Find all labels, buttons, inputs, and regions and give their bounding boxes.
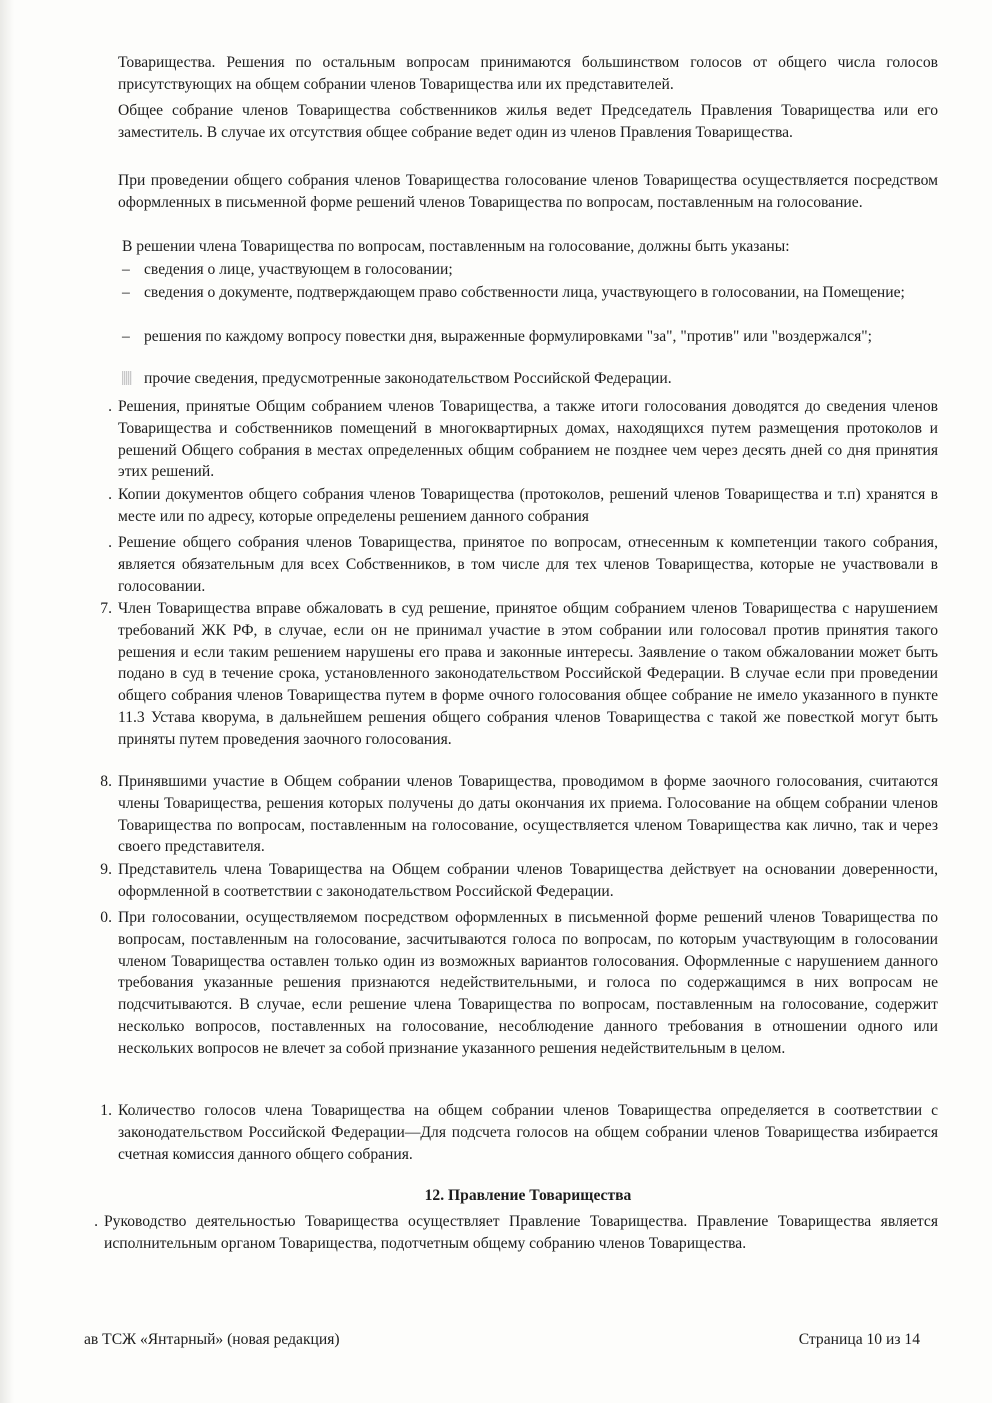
list-item bbox=[122, 282, 938, 304]
numbered-item-text: Копии документов общего собрания членов Товарищества (протоколов, решений членов Товарищества и т.п) хранятся в месте или по адресу, которые определены решением данного собрания bbox=[118, 486, 938, 525]
paragraph-vote: При проведении общего собрания членов Товарищества голосование членов Товарищества осуществляется посредством оформленных в письменной форме решений членов Товарищества по вопросам, поставленным на голосование. bbox=[118, 172, 938, 211]
paragraph-decision-intro: В решении члена Товарищества по вопросам, поставленным на голосование, должны быть указаны: bbox=[122, 238, 790, 255]
item-number: 7. bbox=[100, 600, 112, 617]
list-item bbox=[122, 259, 938, 281]
item-number: . bbox=[108, 486, 112, 503]
dash-marker: – bbox=[122, 328, 130, 345]
section-item-text: Руководство деятельностью Товарищества осуществляет Правление Товарищества. Правление Товарищества является исполнительным органом Товарищества, подотчетным общему собранию членов Товарищества. bbox=[104, 1213, 938, 1252]
scan-edge bbox=[0, 0, 14, 1403]
footer-page-number: Страница 10 из 14 bbox=[798, 1331, 920, 1348]
dash-marker: – bbox=[122, 284, 130, 301]
list-item-text: решения по каждому вопросу повестки дня, выраженные формулировками "за", "против" или "воздержался"; bbox=[144, 328, 872, 345]
paragraph-chair: Общее собрание членов Товарищества собственников жилья ведет Председатель Правления Товарищества или его заместитель. В случае их отсутствия общее собрание ведет один из членов Правления Товарищества. bbox=[118, 102, 938, 141]
scan-artifact-icon bbox=[122, 371, 132, 385]
numbered-item-text: Решение общего собрания членов Товарищества, принятое по вопросам, отнесенным к компетенции такого собрания, является обязательным для всех Собственников, в том числе для тех членов Товарищества, которые не участвовали в голосовании. bbox=[118, 534, 938, 595]
numbered-item-text: Количество голосов члена Товарищества на общем собрании членов Товарищества определяется в соответствии с законодательством Российской Федерации—Для подсчета голосов на общем собрании членов Товарищества избирается счетная комиссия данного общего собрания. bbox=[118, 1102, 938, 1163]
item-number: 0. bbox=[100, 909, 112, 926]
list-item-text: сведения о документе, подтверждающем право собственности лица, участвующего в голосовании, на Помещение; bbox=[144, 284, 905, 301]
dash-marker bbox=[122, 368, 132, 390]
footer-left: ав ТСЖ «Янтарный» (новая редакция) bbox=[84, 1331, 340, 1348]
list-item-text: прочие сведения, предусмотренные законодательством Российской Федерации. bbox=[144, 370, 672, 387]
item-number: 1. bbox=[100, 1102, 112, 1119]
list-item bbox=[122, 368, 938, 390]
item-number: . bbox=[108, 398, 112, 415]
section-heading: 12. Правление Товарищества bbox=[424, 1187, 632, 1204]
numbered-item-text: Принявшими участие в Общем собрании членов Товарищества, проводимом в форме заочного голосования, считаются члены Товарищества, решения которых получены до даты окончания их приема. Голосование на общем собрании членов Товарищества по вопросам, поставленным на голосование, осуществляется членом Товарищества как лично, так и через своего представителя. bbox=[118, 773, 938, 856]
numbered-item-text: Член Товарищества вправе обжаловать в суд решение, принятое общим собранием членов Товарищества с нарушением требований ЖК РФ, в случае, если он не принимал участие в этом собрании или голосовал против принятия такого решения и если таким решением нарушены его права и законные интересы. Заявление о таком обжаловании может быть подано в суд в течение срока, установленного законодательством Российской Федерации. В случае если при проведении общего собрания членов Товарищества путем в форме очного голосования общее собрание не имело указанного в пункте 11.3 Устава кворума, в дальнейшем решения общего собрания членов Товарищества с такой же повесткой могут быть приняты путем проведения заочного голосования. bbox=[118, 600, 938, 748]
numbered-item-text: Решения, принятые Общим собранием членов Товарищества, а также итоги голосования доводятся до сведения членов Товарищества и собственников помещений в многоквартирных домах, находящихся путем размещения протоколов и решений Общего собрания в местах определенных общим собранием не позднее чем через десять дней со дня принятия этих решений. bbox=[118, 398, 938, 481]
item-number: 9. bbox=[100, 861, 112, 878]
numbered-item-text: При голосовании, осуществляемом посредством оформленных в письменной форме решений членов Товарищества по вопросам, поставленным на голосование, засчитываются голоса по вопросам, по которым участвующим в голосовании членом Товарищества оставлен только один из возможных вариантов голосования. Оформленные с нарушением данного требования указанные решения признаются недействительными, и голоса по содержащимся в них вопросам не подсчитываются. В случае, если решение члена Товарищества по вопросам, поставленным на голосование, содержит несколько вопросов, поставленных на голосование, несоблюдение данного требования в отношении одного или нескольких вопросов не влечет за собой признание указанного решения недействительным в целом. bbox=[118, 909, 938, 1057]
item-number: . bbox=[94, 1213, 98, 1230]
paragraph-intro: Товарищества. Решения по остальным вопросам принимаются большинством голосов от общего числа голосов присутствующих на общем собрании членов Товарищества или их представителей. bbox=[118, 54, 938, 93]
numbered-item-text: Представитель члена Товарищества на Общем собрании членов Товарищества действует на основании доверенности, оформленной в соответствии с законодательством Российской Федерации. bbox=[118, 861, 938, 900]
dash-marker: – bbox=[122, 261, 130, 278]
list-item-text: сведения о лице, участвующем в голосовании; bbox=[144, 261, 453, 278]
list-item bbox=[122, 326, 938, 348]
item-number: 8. bbox=[100, 773, 112, 790]
item-number: . bbox=[108, 534, 112, 551]
